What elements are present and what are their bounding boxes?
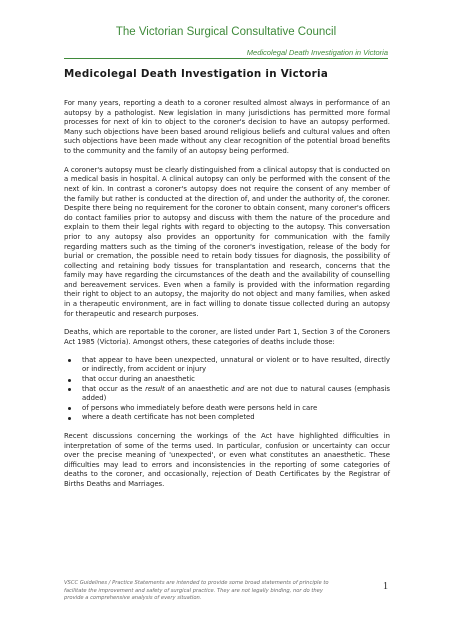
reportable-deaths-list [64,356,390,423]
document-body [64,68,390,499]
list-item [64,413,390,423]
list-item [64,356,390,375]
header-divider [64,58,388,59]
list-item-text-part: of an anaesthetic [164,384,232,393]
list-item-text: that appear to have been unexpected, unnatural or violent or to have resulted, directly or indirectly, from accident or injury [82,355,390,374]
paragraph-recent-discussions: Recent discussions concerning the workings of the Act have highlighted difficulties in interpretation of some of the terms used. In particular, confusion or uncertainty can occur over the precise meaning of 'unexpected', or even what constitutes an anaesthetic. These difficulties may lead to errors and inconsistencies in the reporting of some categories of deaths to the coroner, and occasionally, rejection of Death Certificates by the Registrar of Births Deaths and Marriages. [64,431,390,488]
list-item-text: of persons who immediately before death were persons held in care [82,403,318,412]
bullet-icon [68,417,71,420]
list-item [64,404,390,414]
paragraph-coroners-autopsy: A coroner's autopsy must be clearly distinguished from a clinical autopsy that is conducted on a medical basis in hospital. A clinical autopsy can only be performed with the consent of the next of kin. In contrast a coroner's autopsy does not require the consent of any member of the family but rather is conducted at the direction of, and under the authority of, the coroner. Despite there being no requirement for the coroner to obtain consent, many coroner's officers do contact families prior to autopsy and discuss with them the nature of the procedure and explain to them their legal rights with regard to objecting to the autopsy. This conversation prior to any autopsy also provides an opportunity for communication with the family regarding matters such as the timing of the coroner's investigation, release of the body for burial or cremation, the possible need to retain body tissues for diagnosis, the possibility of collecting and retaining body tissues for transplantation and research, concerns that the family may have regarding the circumstances of the death and the availability of counselling and bereavement services. Even when a family is provided with the information regarding their right to object to an autopsy, the majority do not object and many families, when asked in a therapeutic environment, are in fact willing to donate tissue collected during an autopsy for therapeutic and research purposes. [64,165,390,318]
bullet-icon [68,388,71,391]
list-item-text-part: are not due to natural causes (emphasis added) [82,384,390,403]
emphasis-and: and [231,384,245,393]
footer-disclaimer: VSCC Guidelines / Practice Statements are intended to provide some broad statements of principle to facilitate the improvement and safety of surgical practice. They are not legally binding, nor do they provide a comprehensive analysis of every situation. [64,580,329,602]
page-number: 1 [383,581,388,592]
list-item-text: where a death certificate has not been completed [82,413,255,422]
bullet-icon [68,359,71,362]
document-title: Medicolegal Death Investigation in Victoria [64,68,329,80]
list-item-text: that occur during an anaesthetic [82,375,195,383]
paragraph-reportable-deaths: Deaths, which are reportable to the coroner, are listed under Part 1, Section 3 of the Coroners Act 1985 (Victoria). Amongst others, these categories of deaths include those: [64,328,390,347]
paragraph-intro: For many years, reporting a death to a coroner resulted almost always in performance of an autopsy by a pathologist. New legislation in many jurisdictions has permitted more formal processes for next of kin to object to the coroner's decision to have an autopsy performed. Many such objections have been based around religious beliefs and cultural values and often such objections have been made without any clear recognition of the potential broad benefits to the community and the family of an autopsy being performed. [64,99,390,155]
bullet-icon [68,379,71,382]
header-doc-subtitle: Medicolegal Death Investigation in Victoria [246,48,388,57]
list-item [64,375,390,385]
header-org-title: The Victorian Surgical Consultative Council [115,26,337,38]
list-item-text-part: that occur as the [82,384,146,393]
list-item [64,385,390,404]
bullet-icon [68,407,71,410]
emphasis-result: result [145,384,165,393]
